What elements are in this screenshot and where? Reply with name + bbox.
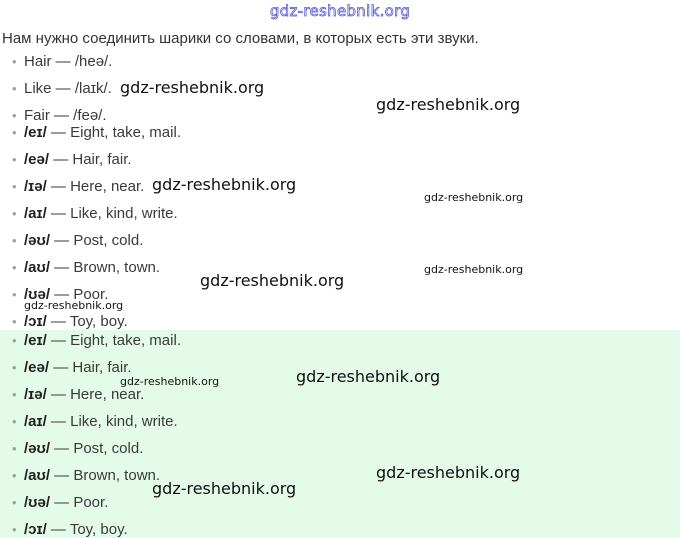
list-item: • Fair — /feə/. — [12, 107, 107, 124]
list-item: • /eə/ — Hair, fair. — [12, 151, 132, 168]
watermark: gdz-reshebnik.org — [152, 175, 297, 194]
list-item: • /aʊ/ — Brown, town. — [12, 467, 161, 484]
task-intro: Нам нужно соединить шарики со словами, в которых есть эти звуки. — [2, 30, 479, 47]
bullet: • — [12, 54, 17, 69]
list-item: • /aʊ/ — Brown, town. — [12, 259, 161, 276]
list-item: • /əʊ/ — Post, cold. — [12, 440, 144, 457]
list-item: • /əʊ/ — Post, cold. — [12, 232, 144, 249]
list-item: • Hair — /heə/. — [12, 53, 113, 70]
list-item: • /aɪ/ — Like, kind, write. — [12, 205, 178, 222]
watermark: gdz-reshebnik.org — [120, 78, 265, 97]
watermark: gdz-reshebnik.org — [24, 299, 124, 312]
list-item: • /eɪ/ — Eight, take, mail. — [12, 332, 181, 349]
list-item: • /eə/ — Hair, fair. — [12, 359, 132, 376]
watermark: gdz-reshebnik.org — [424, 263, 524, 276]
list-item: • /ɔɪ/ — Toy, boy. — [12, 313, 128, 330]
watermark: gdz-reshebnik.org — [296, 367, 441, 386]
watermark: gdz-reshebnik.org — [424, 191, 524, 204]
list-item: • /eɪ/ — Eight, take, mail. — [12, 124, 181, 141]
list-item: • /aɪ/ — Like, kind, write. — [12, 413, 178, 430]
watermark: gdz-reshebnik.org — [200, 271, 345, 290]
watermark: gdz-reshebnik.org — [120, 375, 220, 388]
list-item: • /ʊə/ — Poor. — [12, 286, 109, 303]
bullet: • — [12, 81, 17, 96]
list-item: • /ɪə/ — Here, near. — [12, 178, 145, 195]
watermark: gdz-reshebnik.org — [376, 95, 521, 114]
list-item: • /ʊə/ — Poor. — [12, 494, 109, 511]
watermark: gdz-reshebnik.org — [152, 479, 297, 498]
bullet: • — [12, 108, 17, 123]
list-item: • /ɪə/ — Here, near. — [12, 386, 145, 403]
list-item: • Like — /laɪk/. — [12, 80, 112, 97]
watermark: gdz-reshebnik.org — [376, 463, 521, 482]
site-watermark-header: gdz-reshebnik.org — [269, 2, 411, 20]
list-item: • /ɔɪ/ — Toy, boy. — [12, 521, 128, 538]
